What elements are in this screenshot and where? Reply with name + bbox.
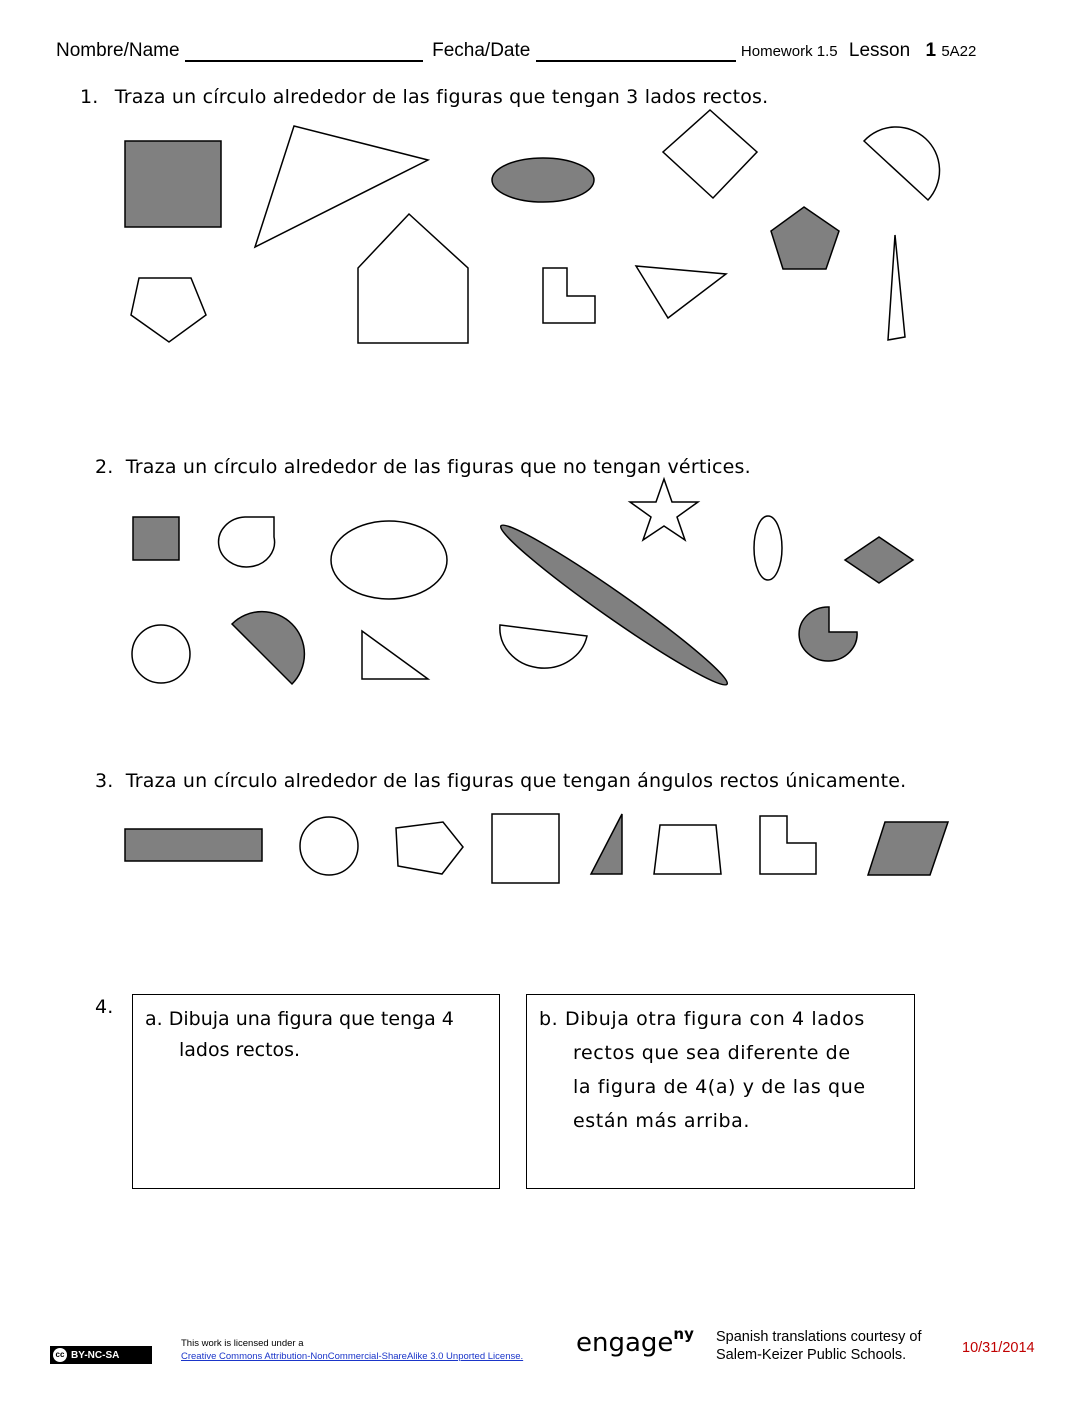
cc-license-badge[interactable]	[50, 1346, 152, 1364]
box-b-line-2: rectos que sea diferente de	[573, 1042, 851, 1064]
q1-thin-triangle	[888, 235, 905, 340]
engageny-logo	[576, 1324, 694, 1358]
q3-trapezoid	[654, 825, 721, 874]
question-text: Traza un círculo alrededor de las figuras que no tengan vértices.	[125, 456, 751, 478]
q2-oval	[331, 521, 447, 599]
license-intro: This work is licensed under a	[181, 1338, 304, 1349]
q2-teardrop	[219, 517, 275, 567]
q2-tall-oval	[754, 516, 782, 580]
q2-long-shaded-ellipse	[494, 515, 735, 695]
box-a-line-1: Dibuja una figura que tenga 4	[168, 1008, 454, 1030]
q3-pentagon	[396, 822, 463, 874]
q3-l-shape	[760, 816, 816, 874]
box-b-line-4: están más arriba.	[573, 1110, 751, 1132]
q3-shaded-triangle	[591, 814, 622, 874]
question-number: 3.	[95, 770, 114, 792]
cc-badge-text: BY-NC-SA	[71, 1349, 120, 1361]
box-a-letter: a.	[145, 1008, 163, 1030]
credit-line-1: Spanish translations courtesy of	[716, 1329, 922, 1345]
q2-shaded-half-circle	[232, 612, 304, 684]
credit-line-2: Salem-Keizer Public Schools.	[716, 1347, 907, 1363]
q3-shaded-parallelogram	[868, 822, 948, 875]
question-number: 2.	[95, 456, 114, 478]
q2-shaded-square	[133, 517, 179, 560]
q3-square	[492, 814, 559, 883]
question-text: Traza un círculo alrededor de las figuras que tengan ángulos rectos únicamente.	[125, 770, 907, 792]
footer-date: 10/31/2014	[962, 1340, 1035, 1356]
q1-pentagon	[131, 278, 206, 342]
q2-bowl	[500, 625, 587, 668]
name-label: Nombre/Name	[56, 40, 180, 61]
q1-house	[358, 214, 468, 343]
homework-label: Homework 1.5	[740, 43, 838, 60]
box-b-text	[539, 1002, 866, 1138]
q1-shaded-square	[125, 141, 221, 227]
question-4-number: 4.	[95, 996, 114, 1018]
q1-shaded-pentagon	[771, 207, 839, 269]
drawing-box-b[interactable]	[526, 994, 915, 1189]
question-text: Traza un círculo alrededor de las figuras que tengan 3 lados rectos.	[114, 86, 769, 108]
q1-semicircle	[864, 127, 940, 200]
q1-small-triangle	[636, 266, 726, 318]
box-a-line-2: lados rectos.	[179, 1039, 301, 1061]
q1-shaded-oval	[492, 158, 594, 202]
q3-shaded-rectangle	[125, 829, 262, 861]
box-b-letter: b.	[539, 1008, 559, 1030]
q1-l-shape	[543, 268, 595, 323]
box-a-text	[145, 1002, 454, 1064]
q2-right-triangle	[362, 631, 428, 679]
q2-shaded-pacman	[799, 607, 857, 661]
q3-circle	[300, 817, 358, 875]
lesson-label: Lesson	[848, 40, 911, 61]
q2-circle	[132, 625, 190, 683]
lesson-number: 1	[925, 40, 937, 61]
box-b-line-1: Dibuja otra figura con 4 lados	[564, 1008, 865, 1030]
logo-main: engage	[576, 1328, 674, 1358]
logo-superscript: ny	[673, 1324, 694, 1343]
translation-credit	[716, 1328, 922, 1364]
question-number: 1.	[80, 86, 99, 108]
q2-star	[630, 479, 698, 540]
module-code: 5A22	[941, 43, 977, 60]
cc-icon: cc	[53, 1348, 67, 1362]
date-label: Fecha/Date	[432, 40, 531, 61]
license-link[interactable]: Creative Commons Attribution-NonCommercial-ShareAlike 3.0 Unported License.	[181, 1351, 524, 1362]
drawing-box-a[interactable]	[132, 994, 500, 1189]
box-b-line-3: la figura de 4(a) y de las que	[573, 1076, 866, 1098]
q2-shaded-diamond	[845, 537, 913, 583]
q1-rotated-square	[663, 110, 757, 198]
